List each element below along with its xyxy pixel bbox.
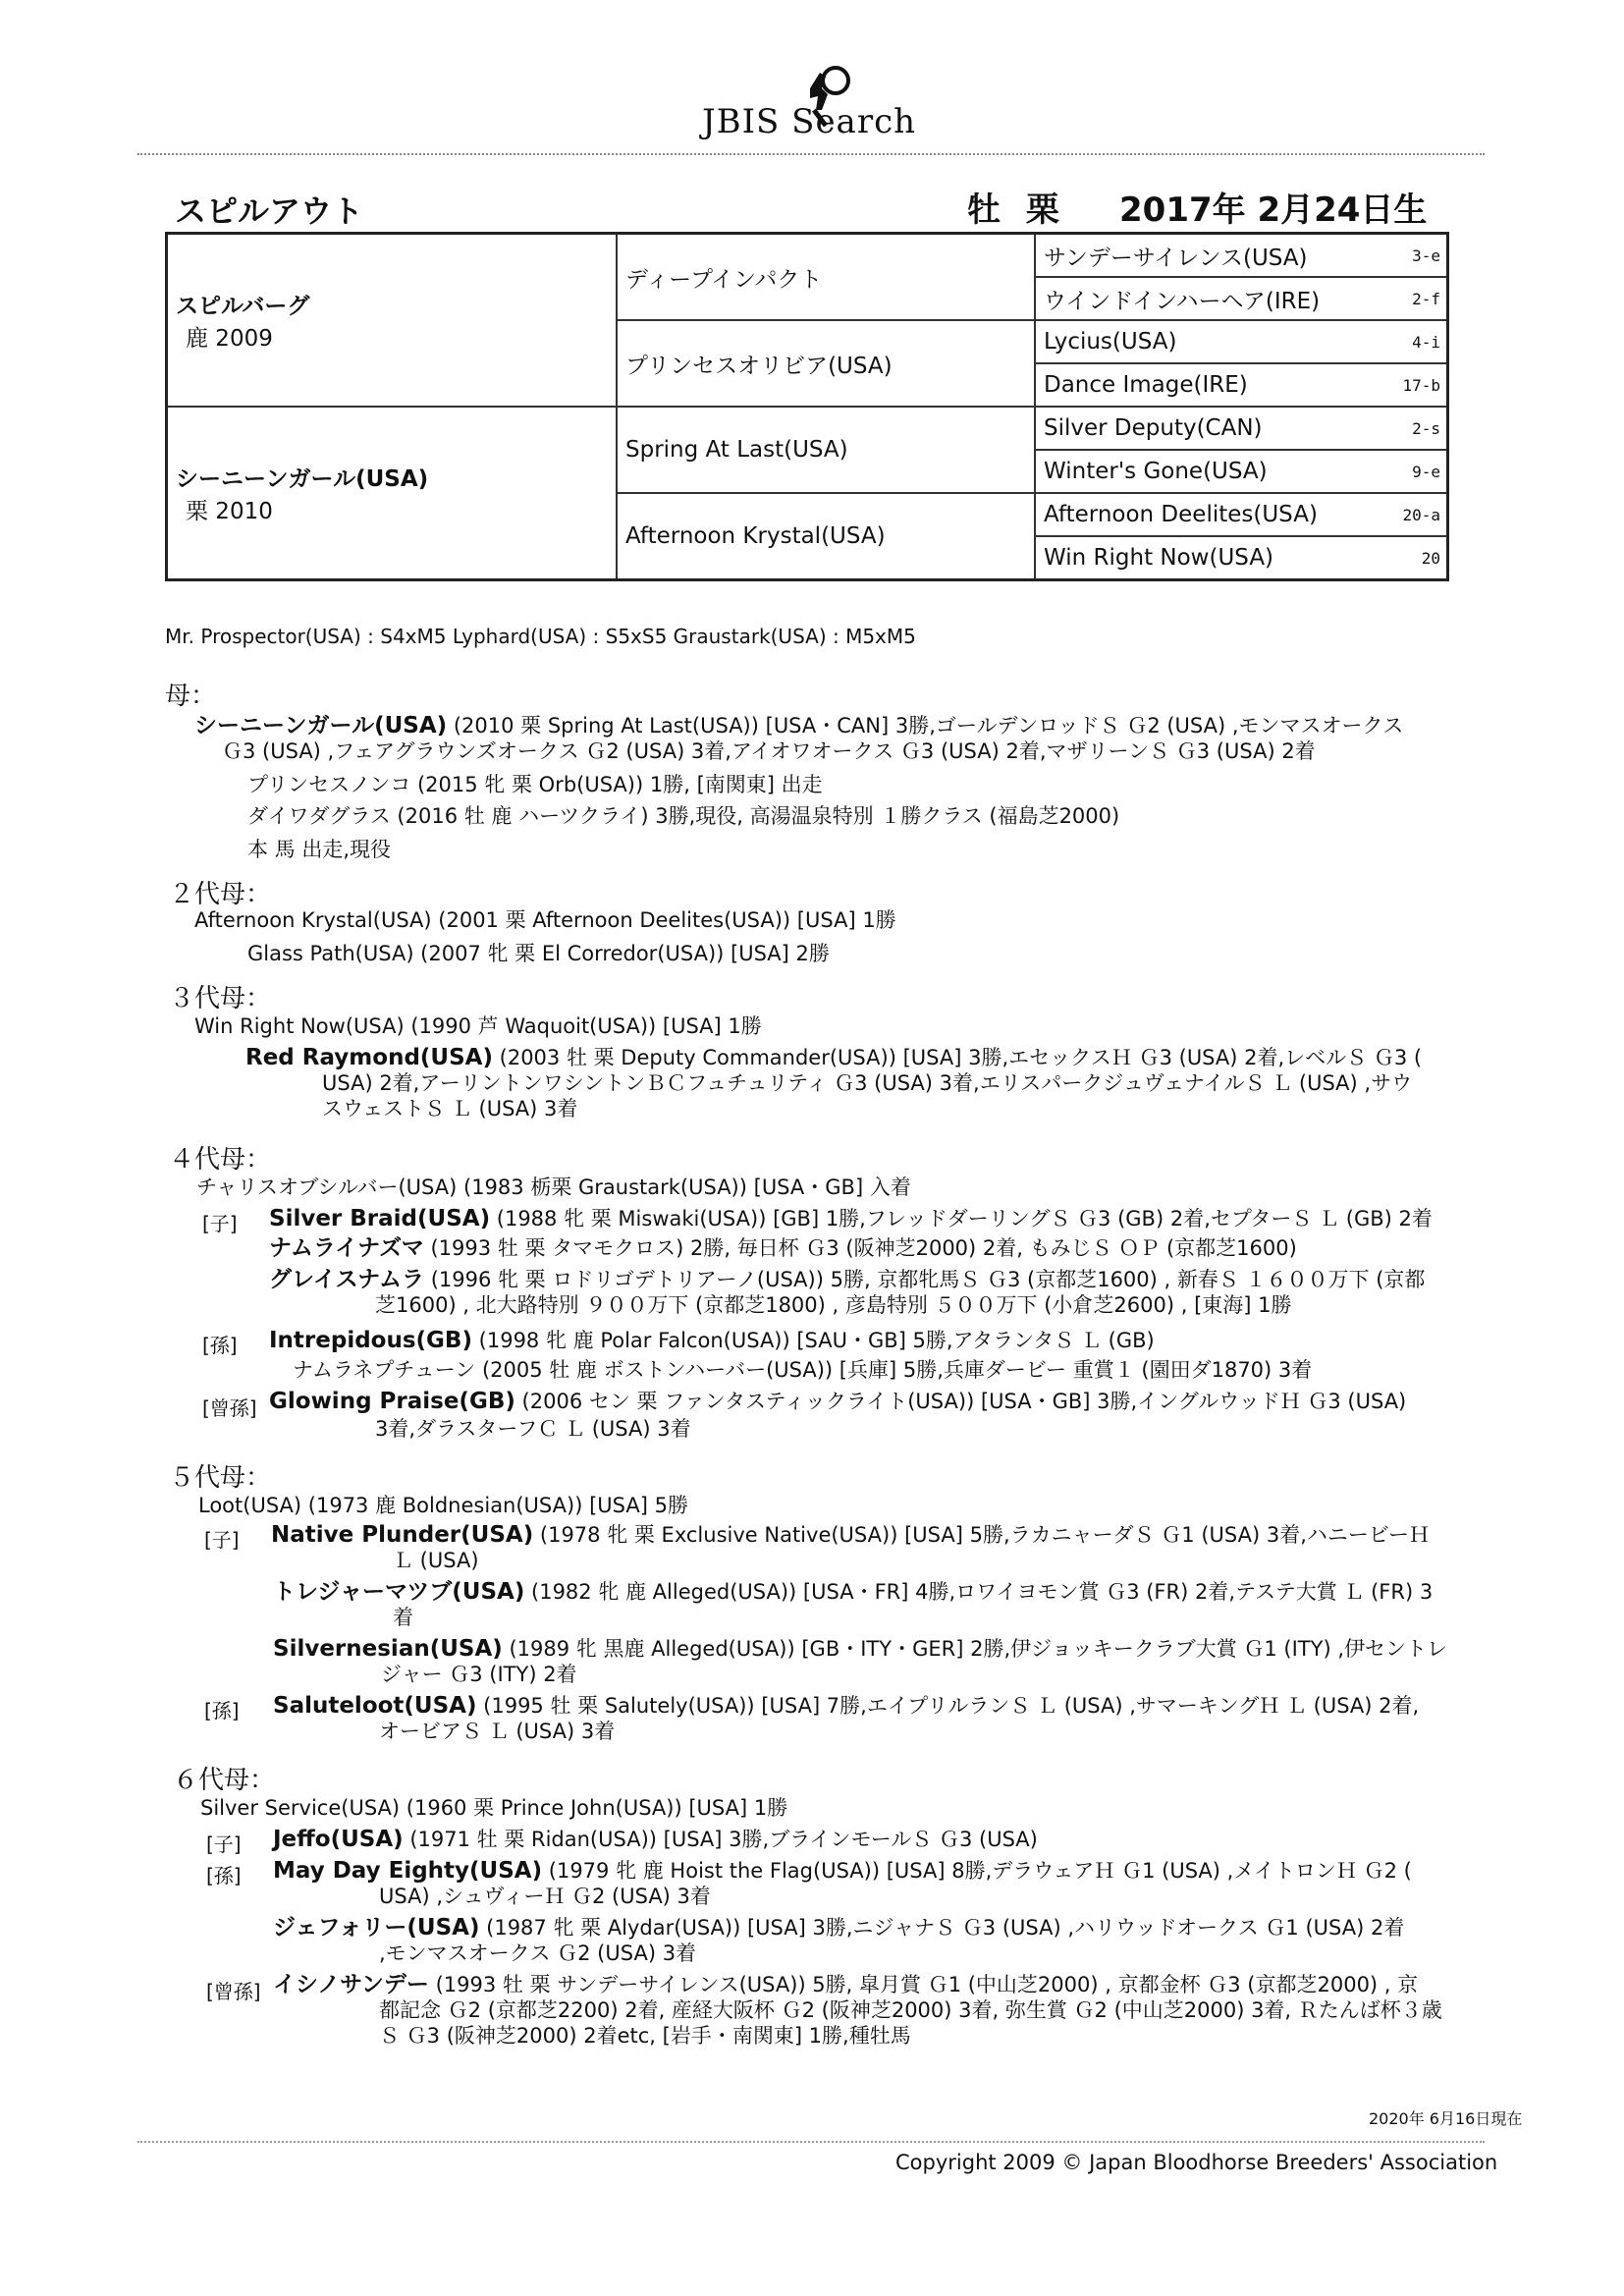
top-divider [137, 153, 1485, 155]
section-heading: ２代母： [169, 880, 272, 909]
record-line: チャリスオブシルバー(USA) (1983 栃栗 Graustark(USA)) [USA・GB] 入着 [196, 1175, 911, 1199]
record-line: Loot(USA) (1973 鹿 Boldnesian(USA)) [USA] 5勝 [198, 1494, 688, 1517]
g2-cell: ディープインパクト [617, 234, 1035, 321]
jbis-logo [702, 59, 928, 147]
record-line: Ｓ Ｇ3 (阪神芝2000) 2着etc, [岩手・南関東] 1勝,種牡馬 [379, 2024, 911, 2048]
sire-name: スピルバーグ [176, 294, 310, 319]
dam-detail: 栗 2010 [186, 499, 273, 524]
record-line: Saluteloot(USA) (1995 牡 栗 Salutely(USA)) [USA] 7勝,エイプリルランＳ Ｌ (USA) ,サマーキングＨ Ｌ (USA) 2着, [273, 1693, 1420, 1719]
pedigree-table [165, 232, 1449, 581]
section-heading: ６代母： [173, 1766, 276, 1795]
record-line: ダイワダグラス (2016 牡 鹿 ハーツクライ) 3勝,現役, 高湯温泉特別 １勝クラス (福島芝2000) [247, 804, 1120, 828]
dam-cell [167, 407, 618, 580]
record-line: Jeffo(USA) (1971 牡 栗 Ridan(USA)) [USA] 3勝,ブラインモールＳ Ｇ3 (USA) [273, 1827, 1038, 1852]
g2-cell: プリンセスオリビア(USA) [617, 320, 1035, 407]
record-line: Glass Path(USA) (2007 牝 栗 El Corredor(USA)) [USA] 2勝 [247, 942, 830, 965]
record-line: 都記念 Ｇ2 (京都芝2200) 2着, 産経大阪杯 Ｇ2 (阪神芝2000) 3着, 弥生賞 Ｇ2 (中山芝2000) 3着, Ｒたんば杯３歳 [379, 1998, 1442, 2022]
relation-tag: [子] [206, 1832, 242, 1856]
inbreeding-note: Mr. Prospector(USA) : S4xM5 Lyphard(USA) : S5xS5 Graustark(USA) : M5xM5 [165, 625, 916, 648]
record-line: オービアＳ Ｌ (USA) 3着 [379, 1720, 616, 1743]
section-heading: ５代母： [169, 1463, 272, 1493]
record-line: ジャー Ｇ3 (ITY) 2着 [381, 1663, 577, 1686]
record-line: 3着,ダラスターフＣ Ｌ (USA) 3着 [375, 1417, 691, 1441]
relation-tag: [孫] [202, 1334, 238, 1357]
g3-cell: Winter's Gone(USA) 9-e [1035, 450, 1448, 493]
horse-name: スピルアウト [175, 192, 364, 230]
record-line: Glowing Praise(GB) (2006 セン 栗 ファンタスティックライト(USA)) [USA・GB] 3勝,イングルウッドＨ Ｇ3 (USA) [269, 1389, 1407, 1414]
g3-cell: Silver Deputy(CAN) 2-s [1035, 407, 1448, 450]
record-line: スウェストＳ Ｌ (USA) 3着 [322, 1097, 578, 1121]
relation-tag: [曾孫] [202, 1396, 257, 1420]
record-line: USA) 2着,アーリントンワシントンＢＣフュチュリティ Ｇ3 (USA) 3着,エリスパークジュヴェナイルＳ Ｌ (USA) ,サウ [322, 1071, 1413, 1095]
record-line: Silvernesian(USA) (1989 牝 黒鹿 Alleged(USA)) [GB・ITY・GER] 2勝,伊ジョッキークラブ大賞 Ｇ1 (ITY) ,伊セントレ [273, 1636, 1447, 1662]
g3-cell: Win Right Now(USA) 20 [1035, 536, 1448, 580]
record-line: Ｌ (USA) [393, 1549, 479, 1572]
record-line: Red Raymond(USA) (2003 牡 栗 Deputy Commander(USA)) [USA] 3勝,エセックスＨ Ｇ3 (USA) 2着,レベルＳ Ｇ3 ( [245, 1045, 1423, 1070]
record-line: シーニーンガール(USA) (2010 栗 Spring At Last(USA)) [USA・CAN] 3勝,ゴールデンロッドＳ Ｇ2 (USA) ,モンマスオークス [194, 713, 1404, 738]
record-line: Ｇ3 (USA) ,フェアグラウンズオークス Ｇ2 (USA) 3着,アイオワオークス Ｇ3 (USA) 2着,マザリーンＳ Ｇ3 (USA) 2着 [222, 739, 1316, 763]
record-line: グレイスナムラ (1996 牝 栗 ロドリゴデトリアーノ(USA)) 5勝, 京都牝馬Ｓ Ｇ3 (京都芝1600) , 新春Ｓ １６００万下 (京都 [269, 1267, 1426, 1292]
copyright: Copyright 2009 © Japan Bloodhorse Breeders' Association [895, 2151, 1498, 2174]
horse-birth-date: 2017年 2月24日生 [1119, 191, 1428, 230]
g3-cell: Lycius(USA) 4-i [1035, 320, 1448, 363]
horse-sex-color: 牡 栗 [967, 191, 1059, 230]
section-heading: ３代母： [169, 984, 272, 1013]
record-line: プリンセスノンコ (2015 牝 栗 Orb(USA)) 1勝, [南関東] 出走 [247, 773, 823, 796]
record-line: 本 馬 出走,現役 [247, 838, 392, 861]
record-line: 着 [393, 1606, 413, 1629]
record-line: イシノサンデー (1993 牡 栗 サンデーサイレンス(USA)) 5勝, 皐月賞 Ｇ1 (中山芝2000) , 京都金杯 Ｇ3 (京都芝2000) , 京 [273, 1972, 1419, 1997]
record-line: Win Right Now(USA) (1990 芦 Waquoit(USA)) [USA] 1勝 [194, 1014, 762, 1038]
record-line: May Day Eighty(USA) (1979 牝 鹿 Hoist the Flag(USA)) [USA] 8勝,デラウェアＨ Ｇ1 (USA) ,メイトロンＨ Ｇ2 ( [273, 1858, 1412, 1884]
record-line: Afternoon Krystal(USA) (2001 栗 Afternoon Deelites(USA)) [USA] 1勝 [194, 908, 896, 932]
record-line: ナムライナズマ (1993 牡 栗 タマモクロス) 2勝, 毎日杯 Ｇ3 (阪神芝2000) 2着, もみじＳ ＯＰ (京都芝1600) [269, 1235, 1297, 1261]
as-of-date: 2020年 6月16日現在 [1369, 2109, 1523, 2128]
relation-tag: [子] [204, 1528, 240, 1552]
record-line: Silver Braid(USA) (1988 牝 栗 Miswaki(USA)) [GB] 1勝,フレッドダーリングＳ Ｇ3 (GB) 2着,セプターＳ Ｌ (GB) 2着 [269, 1206, 1433, 1231]
g3-cell: サンデーサイレンス(USA) 3-e [1035, 234, 1448, 278]
g2-cell: Afternoon Krystal(USA) [617, 493, 1035, 580]
record-line: USA) ,シュヴィーＨ Ｇ2 (USA) 3着 [379, 1885, 711, 1908]
record-line: トレジャーマツブ(USA) (1982 牝 鹿 Alleged(USA)) [USA・FR] 4勝,ロワイヨモン賞 Ｇ3 (FR) 2着,テステ大賞 Ｌ (FR) 3 [273, 1579, 1434, 1605]
record-line: Intrepidous(GB) (1998 牝 鹿 Polar Falcon(USA)) [SAU・GB] 5勝,アタランタＳ Ｌ (GB) [269, 1328, 1155, 1353]
bottom-divider [137, 2141, 1485, 2143]
dam-name: シーニーンガール(USA) [176, 466, 429, 492]
record-line: ナムラネプチューン (2005 牡 鹿 ボストンハーバー(USA)) [兵庫] 5勝,兵庫ダービー 重賞１ (園田ダ1870) 3着 [293, 1358, 1313, 1382]
sire-detail: 鹿 2009 [186, 326, 273, 352]
g3-cell: Afternoon Deelites(USA) 20-a [1035, 493, 1448, 536]
relation-tag: [孫] [206, 1864, 242, 1887]
g2-cell: Spring At Last(USA) [617, 407, 1035, 493]
g3-cell: ウインドインハーヘア(IRE) 2-f [1035, 277, 1448, 320]
g3-cell: Dance Image(IRE) 17-b [1035, 363, 1448, 407]
relation-tag: [孫] [204, 1699, 240, 1722]
relation-tag: [曾孫] [206, 1980, 261, 2003]
section-heading: 母： [165, 682, 217, 711]
record-line: Silver Service(USA) (1960 栗 Prince John(USA)) [USA] 1勝 [200, 1796, 788, 1820]
record-line: ジェフォリー(USA) (1987 牝 栗 Alydar(USA)) [USA] 3勝,ニジャナＳ Ｇ3 (USA) ,ハリウッドオークス Ｇ1 (USA) 2着 [273, 1915, 1405, 1941]
sire-cell [167, 234, 618, 408]
relation-tag: [子] [202, 1212, 238, 1235]
record-line: ,モンマスオークス Ｇ2 (USA) 3着 [379, 1941, 697, 1965]
logo-text: JBIS Search [702, 102, 917, 141]
record-line: Native Plunder(USA) (1978 牝 栗 Exclusive Native(USA)) [USA] 5勝,ラカニャーダＳ Ｇ1 (USA) 3着,ハニービーＨ [271, 1522, 1431, 1548]
record-line: 芝1600) , 北大路特別 ９００万下 (京都芝1800) , 彦島特別 ５００万下 (小倉芝2600) , [東海] 1勝 [375, 1293, 1292, 1317]
section-heading: ４代母： [169, 1145, 272, 1175]
